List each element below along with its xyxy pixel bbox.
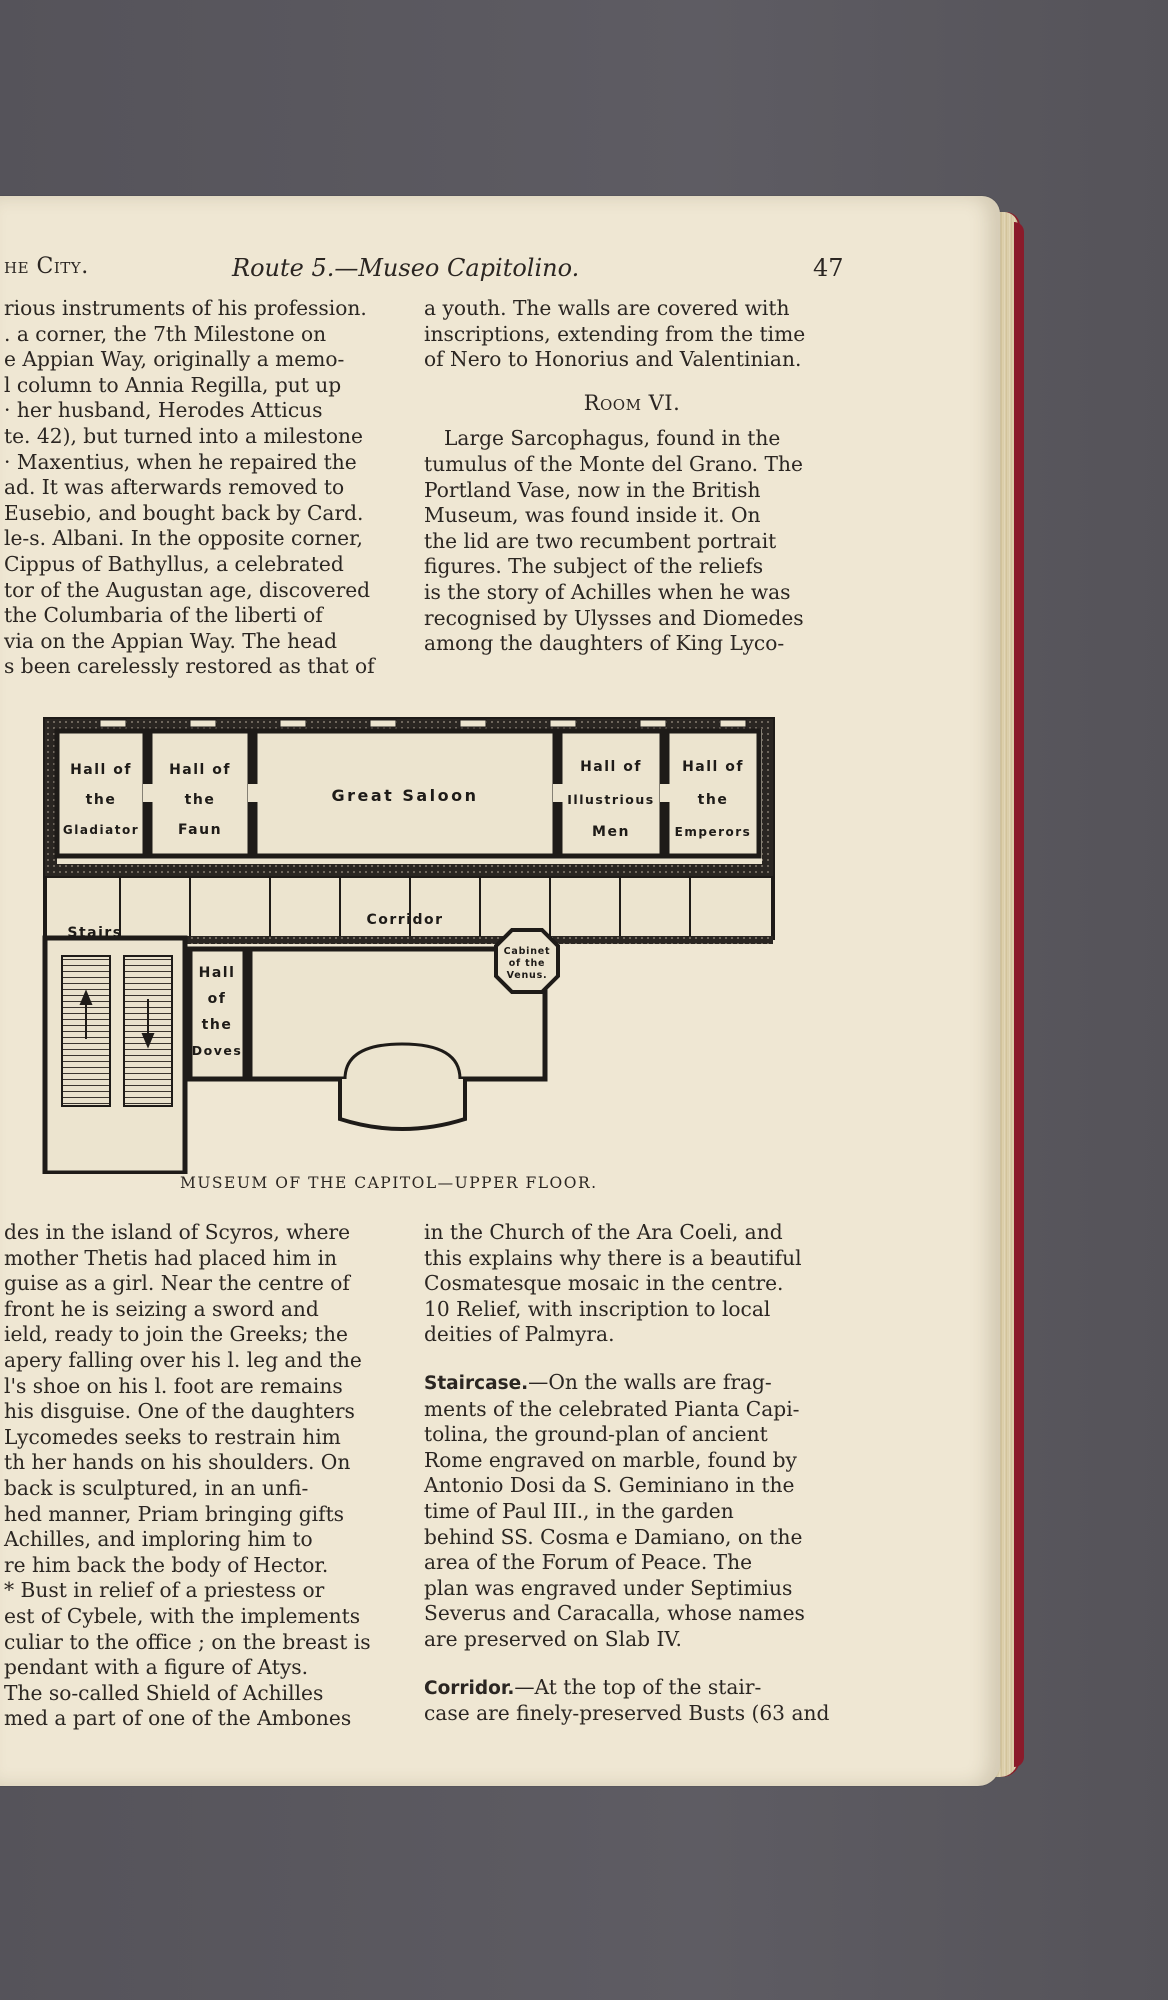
text-line: Achilles, and imploring him to — [4, 1527, 313, 1552]
right-column-bottom — [424, 1220, 840, 1727]
text-line: The so-called Shield of Achilles — [4, 1680, 324, 1705]
text-line: med a part of one of the Ambones — [4, 1706, 352, 1731]
label-emperors-2: the — [697, 792, 729, 808]
text-line: ield, ready to join the Greeks; the — [4, 1322, 348, 1347]
text-line: case are finely-preserved Busts (63 and — [424, 1701, 830, 1726]
label-emperors-3: Emperors — [674, 825, 752, 839]
text-line: a youth. The walls are covered with — [424, 296, 790, 320]
text-line: area of the Forum of Peace. The — [424, 1550, 753, 1575]
book-cover-edge — [1014, 222, 1024, 1767]
text-line: · Maxentius, when he repaired the — [4, 449, 357, 474]
wall — [762, 719, 773, 876]
text-line: tolina, the ground-plan of ancient — [424, 1422, 768, 1447]
text-line: * Bust in relief of a priestess or — [4, 1578, 325, 1603]
text-line: Cippus of Bathyllus, a celebrated — [4, 551, 344, 576]
label-venus-3: Venus. — [506, 970, 548, 981]
text-line: Lycomedes seeks to restrain him — [4, 1424, 341, 1449]
label-illustrious-1: Hall of — [580, 759, 642, 775]
page-number: 47 — [813, 254, 844, 282]
text-line: Rome engraved on marble, found by — [424, 1447, 797, 1472]
text-line: Museum, was found inside it. On — [424, 503, 761, 528]
label-venus-2: of the — [508, 958, 546, 969]
running-header-left: he City. — [4, 254, 89, 279]
text-line: plan was engraved under Septimius — [424, 1575, 793, 1600]
text-line: mother Thetis had placed him in — [4, 1245, 338, 1270]
text-line: e Appian Way, originally a memo- — [4, 347, 345, 372]
corridor-heading: Corridor. — [424, 1677, 515, 1699]
figure-caption: MUSEUM OF THE CAPITOL—UPPER FLOOR. — [180, 1174, 598, 1192]
right-column-top — [424, 296, 840, 657]
text-line: · her husband, Herodes Atticus — [4, 398, 323, 423]
text-line: est of Cybele, with the implements — [4, 1603, 361, 1628]
text-line: tumulus of the Monte del Grano. The — [424, 451, 803, 476]
label-emperors-1: Hall of — [682, 759, 744, 775]
text-line: s been carelessly restored as that of — [4, 654, 375, 679]
text-line: of Nero to Honorius and Valentinian. — [424, 347, 802, 372]
wall — [45, 864, 773, 876]
text-line: ments of the celebrated Pianta Capi- — [424, 1396, 800, 1421]
text-line: Large Sarcophagus, found in the — [444, 426, 781, 451]
text-line: time of Paul III., in the garden — [424, 1498, 734, 1523]
text-line: re him back the body of Hector. — [4, 1552, 329, 1577]
text-line: te. 42), but turned into a milestone — [4, 423, 363, 448]
label-gladiator-3: Gladiator — [62, 823, 140, 837]
text-line: pendant with a figure of Atys. — [4, 1655, 309, 1680]
label-doves-4: Doves — [191, 1043, 243, 1058]
label-great-saloon: Great Saloon — [331, 786, 479, 805]
text-line: figures. The subject of the reliefs — [424, 554, 764, 579]
text-line: deities of Palmyra. — [424, 1322, 615, 1347]
running-header-title: Route 5.—Museo Capitolino. — [232, 254, 580, 282]
text-line: via on the Appian Way. The head — [4, 628, 338, 653]
label-stairs: Stairs — [67, 925, 123, 941]
text-line: Portland Vase, now in the British — [424, 477, 761, 502]
room-heading: Room VI. — [583, 390, 681, 415]
label-illustrious-2: Illustrious — [567, 792, 655, 807]
text-line: recognised by Ulysses and Diomedes — [424, 605, 804, 630]
text-line: rious instruments of his profession. — [4, 296, 367, 320]
text-line: back is sculptured, in an unfi- — [4, 1475, 309, 1500]
label-gladiator-2: the — [85, 792, 117, 808]
staircase-heading: Staircase. — [424, 1372, 529, 1394]
label-gladiator-1: Hall of — [70, 762, 132, 778]
label-illustrious-3: Men — [592, 824, 630, 840]
left-column-bottom — [4, 1220, 398, 1732]
text-line: . a corner, the 7th Milestone on — [4, 321, 327, 346]
apse-bottom — [340, 1079, 465, 1129]
label-venus-1: Cabinet — [503, 946, 551, 957]
text-line: ad. It was afterwards removed to — [4, 475, 345, 500]
text-line: the lid are two recumbent portrait — [424, 528, 777, 553]
text-line: is the story of Achilles when he was — [424, 579, 791, 604]
text-line: tor of the Augustan age, discovered — [4, 577, 371, 602]
text-line: l's shoe on his l. foot are remains — [4, 1373, 343, 1398]
floor-plan-drawing — [40, 714, 780, 1174]
corridor-paragraph-start — [424, 1675, 840, 1702]
floor-plan — [40, 714, 780, 1174]
label-faun-3: Faun — [177, 822, 223, 838]
text-line: —At the top of the stair- — [514, 1674, 762, 1699]
left-column-top — [4, 296, 398, 680]
text-line: the Columbaria of the liberti of — [4, 603, 323, 628]
label-doves-3: the — [201, 1017, 233, 1033]
text-line: le-s. Albani. In the opposite corner, — [4, 526, 363, 551]
text-line: th her hands on his shoulders. On — [4, 1450, 351, 1475]
text-line: apery falling over his l. leg and the — [4, 1347, 362, 1372]
label-doves-1: Hall — [198, 965, 236, 981]
text-line: —On the walls are frag- — [528, 1369, 772, 1394]
text-line: this explains why there is a beautiful — [424, 1245, 802, 1270]
text-line: in the Church of the Ara Coeli, and — [424, 1220, 783, 1244]
label-faun-1: Hall of — [169, 762, 231, 778]
text-line: among the daughters of King Lyco- — [424, 631, 785, 656]
text-line: front he is seizing a sword and — [4, 1296, 319, 1321]
label-corridor: Corridor — [366, 912, 444, 928]
text-line: his disguise. One of the daughters — [4, 1399, 355, 1424]
text-line: 10 Relief, with inscription to local — [424, 1296, 771, 1321]
label-faun-2: the — [184, 792, 216, 808]
text-line: Eusebio, and bought back by Card. — [4, 500, 364, 525]
text-line: culiar to the office ; on the breast is — [4, 1629, 371, 1654]
text-line: are preserved on Slab IV. — [424, 1626, 682, 1651]
text-line: des in the island of Scyros, where — [4, 1220, 351, 1244]
text-line: hed manner, Priam bringing gifts — [4, 1501, 345, 1526]
text-line: guise as a girl. Near the centre of — [4, 1271, 350, 1296]
text-line: behind SS. Cosma e Damiano, on the — [424, 1524, 803, 1549]
text-line: Antonio Dosi da S. Geminiano in the — [424, 1473, 795, 1498]
text-line: inscriptions, extending from the time — [424, 321, 806, 346]
text-line: l column to Annia Regilla, put up — [4, 372, 342, 397]
text-line: Cosmatesque mosaic in the centre. — [424, 1271, 784, 1296]
label-doves-2: of — [207, 991, 227, 1007]
text-line: Severus and Caracalla, whose names — [424, 1601, 805, 1626]
page-content — [0, 196, 1000, 1786]
staircase-paragraph-start — [424, 1370, 840, 1397]
